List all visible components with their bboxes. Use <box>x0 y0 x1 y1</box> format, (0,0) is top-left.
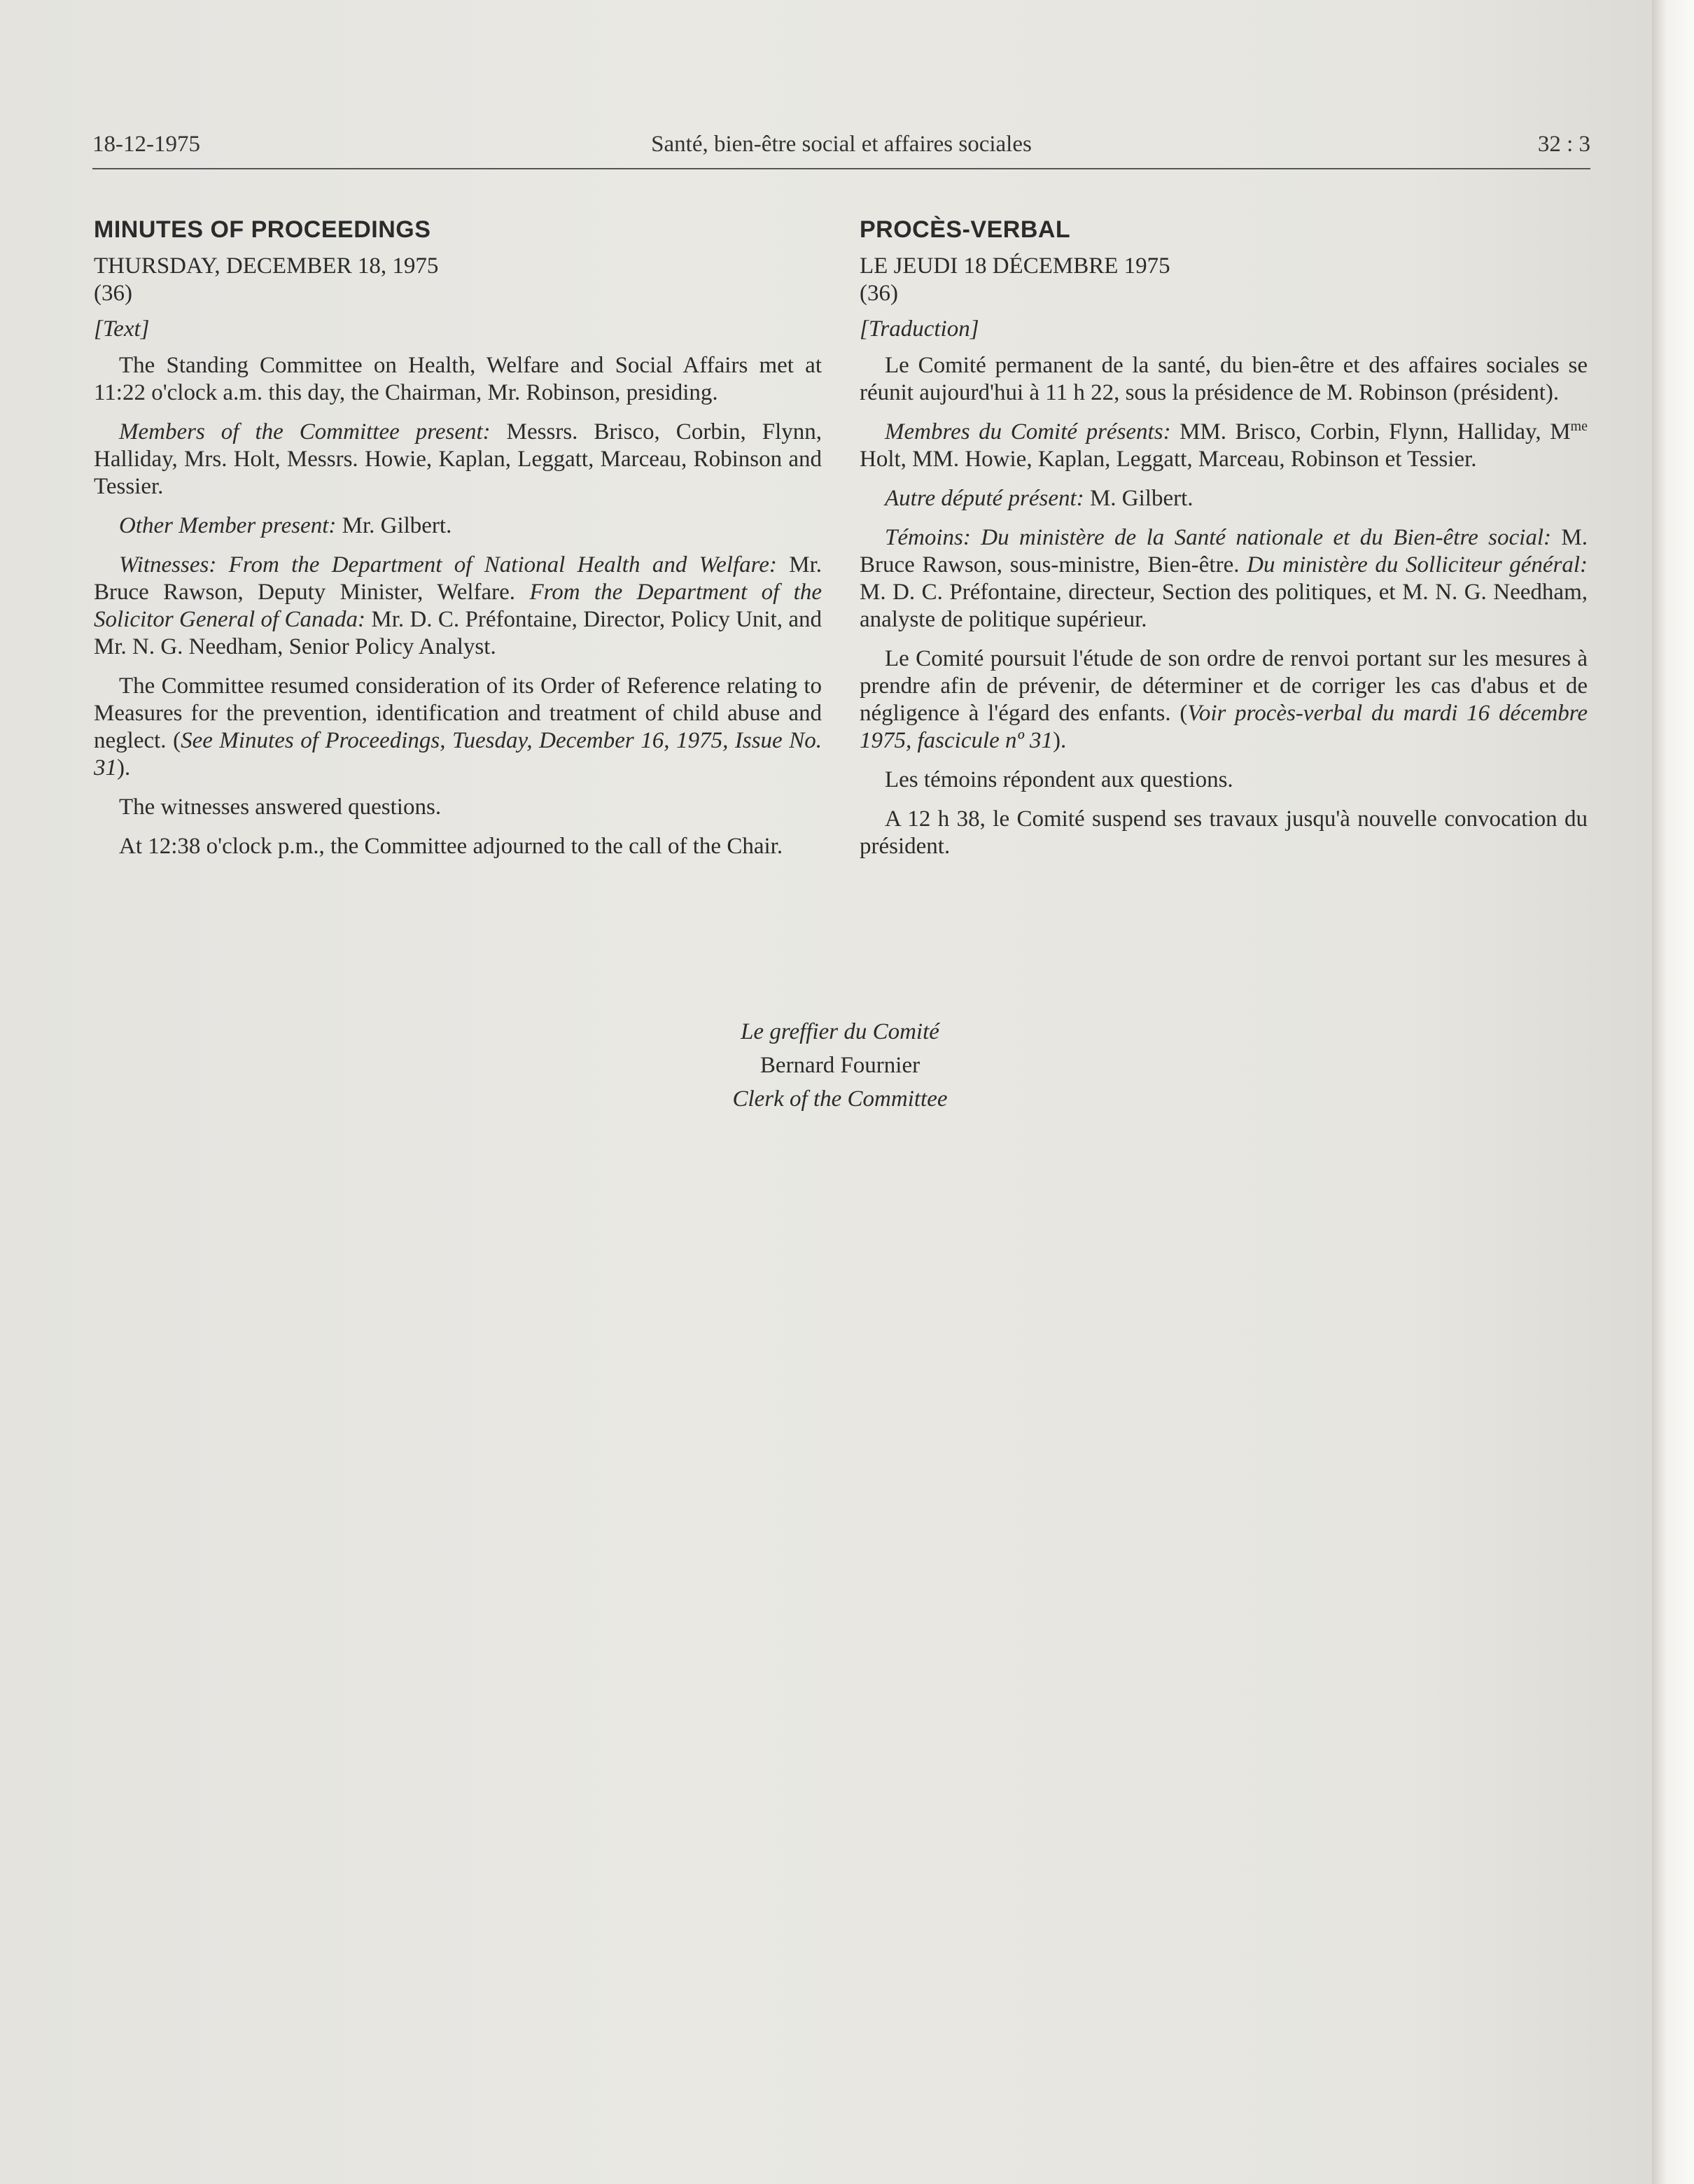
clerk-title-english: Clerk of the Committee <box>732 1086 948 1112</box>
english-column <box>94 216 822 872</box>
english-other-member-text: Mr. Gilbert. <box>336 513 452 538</box>
french-paragraph-questions: Les témoins répondent aux questions. <box>885 767 1233 792</box>
english-other-member-label: Other Member present: <box>119 513 337 538</box>
french-date: LE JEUDI 18 DÉCEMBRE 1975 <box>860 253 1170 279</box>
french-paragraph-opening: Le Comité permanent de la santé, du bien-être et des affaires sociales se réunit aujourd'hui à 11 h 22, sous la présidence de M. Robinson (président). <box>860 353 1588 405</box>
french-members-text-b: Holt, MM. Howie, Kaplan, Leggatt, Marceau, Robinson et Tessier. <box>860 447 1477 472</box>
english-order-reference: See Minutes of Proceedings, Tuesday, December 16, 1975, Issue No. 31 <box>94 728 822 780</box>
french-order-reference: Voir procès-verbal du mardi 16 décembre 1975, fascicule nº 31 <box>860 701 1588 753</box>
english-text-tag: [Text] <box>94 316 150 342</box>
french-column <box>860 216 1588 872</box>
english-date: THURSDAY, DECEMBER 18, 1975 <box>94 253 439 279</box>
french-paragraph-witnesses <box>860 524 1588 634</box>
french-witnesses-label-1: Témoins: Du ministère de la Santé nationale et du Bien-être social: <box>885 525 1551 550</box>
clerk-name: Bernard Fournier <box>760 1053 920 1078</box>
english-members-text: Messrs. Brisco, Corbin, Flynn, Halliday, Mrs. Holt, Messrs. Howie, Kaplan, Leggatt, Marceau, Robinson and Tessier. <box>94 419 822 499</box>
french-order-end: ). <box>1053 728 1067 753</box>
english-witnesses-label-2: From the Department of the Solicitor General of Canada: <box>94 580 822 632</box>
header-date: 18-12-1975 <box>92 132 200 157</box>
english-heading: MINUTES OF PROCEEDINGS <box>94 216 431 243</box>
english-paragraph-other-member <box>94 512 822 540</box>
english-paragraph-questions: The witnesses answered questions. <box>119 794 442 820</box>
header-page-number: 32 : 3 <box>1537 132 1590 157</box>
french-order-text: Le Comité poursuit l'étude de son ordre de renvoi portant sur les mesures à prendre afin de prévenir, de déterminer et de corriger les cas d'abus et de négligence à l'égard des enfants. ( <box>860 646 1588 726</box>
french-translation-tag: [Traduction] <box>860 316 979 342</box>
french-members-label: Membres du Comité présents: <box>885 419 1171 444</box>
english-paragraph-opening: The Standing Committee on Health, Welfare and Social Affairs met at 11:22 o'clock a.m. this day, the Chairman, Mr. Robinson, presiding. <box>94 353 822 405</box>
french-paragraph-order-of-reference <box>860 645 1588 755</box>
english-paragraph-order-of-reference <box>94 673 822 782</box>
french-members-text-a: MM. Brisco, Corbin, Flynn, Halliday, M <box>1170 419 1571 444</box>
english-members-label: Members of the Committee present: <box>119 419 491 444</box>
clerk-signature-block <box>630 1015 1050 1116</box>
english-witnesses-label-1: Witnesses: From the Department of National Health and Welfare: <box>119 552 777 578</box>
french-sitting-number: (36) <box>860 281 898 306</box>
english-order-end: ). <box>117 755 131 780</box>
english-sitting-number: (36) <box>94 281 132 306</box>
french-paragraph-other-member <box>860 485 1588 512</box>
header-title: Santé, bien-être social et affaires sociales <box>651 132 1032 157</box>
english-paragraph-adjournment: At 12:38 o'clock p.m., the Committee adjourned to the call of the Chair. <box>119 834 783 859</box>
french-witnesses-text-1: M. Bruce Rawson, sous-ministre, Bien-être. <box>860 525 1588 578</box>
english-order-text: The Committee resumed consideration of its Order of Reference relating to Measures for the prevention, identification and treatment of child abuse and neglect. ( <box>94 673 822 753</box>
french-other-member-text: M. Gilbert. <box>1084 486 1194 511</box>
clerk-title-french: Le greffier du Comité <box>741 1019 939 1044</box>
english-paragraph-witnesses <box>94 552 822 661</box>
french-other-member-label: Autre député présent: <box>885 486 1084 511</box>
french-paragraph-adjournment: A 12 h 38, le Comité suspend ses travaux jusqu'à nouvelle convocation du président. <box>860 806 1588 859</box>
french-members-superscript: me <box>1570 419 1588 434</box>
english-paragraph-members <box>94 419 822 500</box>
running-header <box>92 132 1590 162</box>
french-witnesses-label-2: Du ministère du Solliciteur général: <box>1247 552 1588 578</box>
french-paragraph-members <box>860 419 1588 473</box>
english-witnesses-text-2: Mr. D. C. Préfontaine, Director, Policy Unit, and Mr. N. G. Needham, Senior Policy Analyst. <box>94 607 822 659</box>
french-witnesses-text-2: M. D. C. Préfontaine, directeur, Section des politiques, et M. N. G. Needham, analyste de politique supérieur. <box>860 580 1588 632</box>
header-rule <box>92 168 1590 169</box>
page-edge-shadow <box>1652 0 1694 2184</box>
english-witnesses-text-1: Mr. Bruce Rawson, Deputy Minister, Welfare. <box>94 552 822 605</box>
french-heading: PROCÈS-VERBAL <box>860 216 1071 243</box>
